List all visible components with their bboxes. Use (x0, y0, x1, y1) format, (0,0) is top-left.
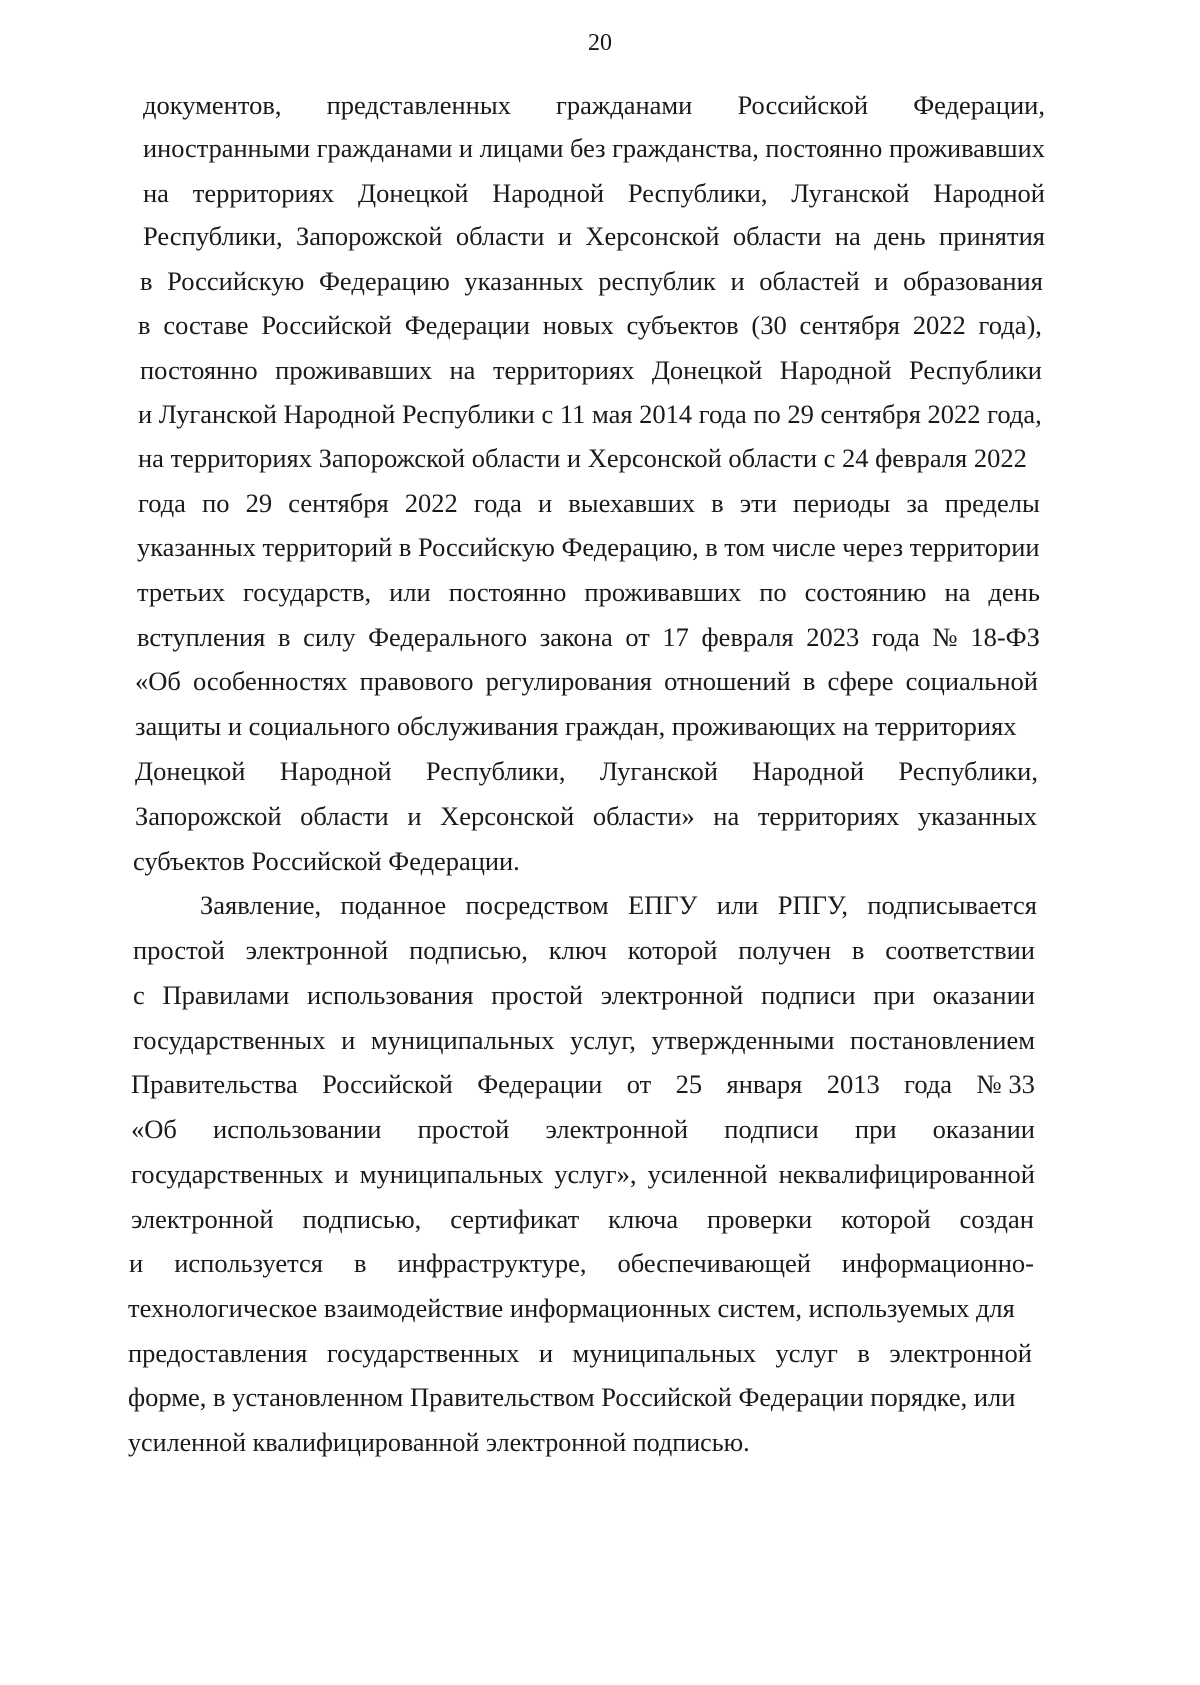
word: 17 (662, 622, 689, 652)
word: сертификат (450, 1204, 580, 1234)
word: на (143, 178, 169, 208)
text-line (138, 308, 1042, 342)
text-line (131, 1157, 1035, 1191)
word: отношений (664, 666, 791, 696)
text-line (133, 1023, 1035, 1057)
word: услуг», (554, 1159, 637, 1189)
word: области (300, 801, 389, 831)
word: 2023 (806, 622, 860, 652)
word: или (389, 577, 431, 607)
word: субъектов (626, 310, 739, 340)
word: при (873, 980, 915, 1010)
word: усиленной (647, 1159, 768, 1189)
word: и (557, 221, 572, 251)
word: в (802, 666, 816, 696)
word: территориях (192, 178, 335, 208)
word: по (202, 488, 230, 518)
word: использования (307, 980, 474, 1010)
word: сфере (827, 666, 894, 696)
word: от (625, 622, 650, 652)
word: Республики, (425, 756, 566, 786)
word: представленных (326, 90, 511, 120)
word: муниципальных (370, 1025, 555, 1055)
word: проверки (707, 1204, 813, 1234)
word: оказании (932, 1114, 1035, 1144)
word: от (626, 1069, 652, 1099)
text-line (135, 754, 1038, 788)
text-line: форме, в установленном Правительством Российской Федерации порядке, или (128, 1382, 1016, 1412)
word: 2022 (912, 310, 966, 340)
word: выехавших (568, 488, 696, 518)
text-line: на территориях Запорожской области и Херсонской области с 24 февраля 2022 (138, 443, 1027, 473)
word: в (138, 310, 151, 340)
page-number: 20 (588, 30, 612, 56)
word: подписью, (302, 1204, 422, 1234)
word: и (730, 266, 745, 296)
word: Республики, (627, 178, 768, 208)
word: февраля (701, 622, 794, 652)
word: электронной (245, 935, 389, 965)
word: поданное (340, 890, 447, 920)
text-line (131, 1112, 1035, 1146)
word: Федерации, (913, 90, 1045, 120)
text-line (143, 176, 1045, 210)
word: социальной (905, 666, 1038, 696)
word: 18-ФЗ (970, 622, 1040, 652)
word: РПГУ, (777, 890, 848, 920)
text-line (137, 620, 1040, 654)
word: предоставления (128, 1338, 308, 1368)
word: электронной (131, 1204, 274, 1234)
word: и (538, 1338, 554, 1368)
word: и (341, 1025, 356, 1055)
word: документов, (143, 90, 282, 120)
word: Российской (261, 310, 392, 340)
word: которой (841, 1204, 931, 1234)
word: день (988, 577, 1040, 607)
text-line (143, 219, 1045, 253)
word: Федерации (477, 1069, 603, 1099)
word: указанных (917, 801, 1037, 831)
text-line (128, 1336, 1032, 1370)
word: создан (959, 1204, 1034, 1234)
word: использовании (213, 1114, 382, 1144)
word: подписывается (867, 890, 1037, 920)
word: силу (303, 622, 356, 652)
word: года (871, 622, 920, 652)
word: особенностях (193, 666, 348, 696)
word: используется (174, 1248, 323, 1278)
word: ключ (548, 935, 607, 965)
text-line (133, 978, 1035, 1012)
word: Донецкой (135, 756, 246, 786)
text-line (143, 88, 1045, 122)
word: постоянно (448, 577, 567, 607)
text-line: указанных территорий в Российскую Федерацию, в том числе через территории (137, 532, 1040, 562)
word: Донецкой (651, 355, 763, 385)
word: соответствии (885, 935, 1035, 965)
word: Заявление, (200, 890, 322, 920)
word: государственных (131, 1159, 324, 1189)
word: 2022 (404, 488, 458, 518)
word: области» (592, 801, 695, 831)
word: в (277, 622, 291, 652)
word: года (473, 488, 522, 518)
word: Народной (779, 355, 892, 385)
word: услуг (775, 1338, 838, 1368)
word: на (449, 355, 476, 385)
word: на (834, 221, 861, 251)
word: вступления (137, 622, 266, 652)
word: или (716, 890, 759, 920)
word: января (726, 1069, 803, 1099)
word: инфраструктуре, (397, 1248, 587, 1278)
text-line (137, 575, 1040, 609)
word: Народной (752, 756, 865, 786)
word: указанных (464, 266, 584, 296)
word: услуг, (569, 1025, 636, 1055)
word: подписи (761, 980, 856, 1010)
word: на (944, 577, 971, 607)
word: при (854, 1114, 897, 1144)
word: на (713, 801, 740, 831)
word: года), (978, 310, 1042, 340)
word: информационно- (841, 1248, 1034, 1278)
word: «Об (131, 1114, 177, 1144)
word: республик (598, 266, 716, 296)
text-line (140, 264, 1043, 298)
word: 25 (675, 1069, 703, 1099)
word: государств, (243, 577, 372, 607)
word: Федерацию (318, 266, 450, 296)
word: в (353, 1248, 367, 1278)
word: неквалифицированной (778, 1159, 1035, 1189)
word: государственных (133, 1025, 326, 1055)
text-line (133, 933, 1035, 967)
text-line (135, 664, 1038, 698)
text-line: защиты и социального обслуживания граждан, проживающих на территориях (135, 711, 1017, 741)
word: Донецкой (358, 178, 469, 208)
word: ключа (608, 1204, 679, 1234)
word: Российской (322, 1069, 453, 1099)
word: электронной (545, 1114, 689, 1144)
word: проживавших (275, 355, 432, 385)
word: гражданами (556, 90, 693, 120)
word: простой (133, 935, 225, 965)
text-line (131, 1202, 1034, 1236)
word: состоянию (804, 577, 927, 607)
word: периоды (793, 488, 891, 518)
word: Народной (279, 756, 392, 786)
word: Республики (909, 355, 1042, 385)
word: в (140, 266, 153, 296)
word: простой (491, 980, 583, 1010)
word: № (932, 622, 958, 652)
text-line (140, 353, 1042, 387)
word: Херсонской (585, 221, 720, 251)
text-line: усиленной квалифицированной электронной подписью. (128, 1427, 750, 1457)
word: постоянно (140, 355, 258, 385)
word: в (851, 935, 865, 965)
word: 29 (245, 488, 273, 518)
word: Запорожской (295, 221, 443, 251)
word: муниципальных (572, 1338, 756, 1368)
word: и (537, 488, 553, 518)
word: по (759, 577, 787, 607)
word: новых (542, 310, 614, 340)
word: составе (163, 310, 249, 340)
word: эти (739, 488, 777, 518)
word: Республики, (898, 756, 1038, 786)
word: и (874, 266, 889, 296)
word: «Об (135, 666, 181, 696)
word: Российской (737, 90, 869, 120)
text-line (138, 486, 1040, 520)
word: утвержденными (651, 1025, 835, 1055)
word: которой (627, 935, 718, 965)
word: территориях (757, 801, 900, 831)
word: Народной (933, 178, 1045, 208)
word: Федерации (404, 310, 530, 340)
word: за (906, 488, 929, 518)
word: Правилами (162, 980, 290, 1010)
word: в (857, 1338, 870, 1368)
word: Луганской (599, 756, 718, 786)
word: электронной (889, 1338, 1032, 1368)
word: года (904, 1069, 953, 1099)
word: области (732, 221, 822, 251)
word: постановлением (850, 1025, 1035, 1055)
word: правового (359, 666, 474, 696)
text-line (135, 799, 1037, 833)
word: и (407, 801, 422, 831)
word: образования (903, 266, 1043, 296)
word: посредством (465, 890, 609, 920)
word: Республики, (143, 221, 283, 251)
word: Запорожской (135, 801, 282, 831)
word: Правительства (131, 1069, 298, 1099)
text-line: субъектов Российской Федерации. (133, 846, 520, 876)
word: электронной (600, 980, 744, 1010)
word: подписи (724, 1114, 819, 1144)
text-line (131, 1067, 1035, 1101)
word: сентября (288, 488, 389, 518)
word: третьих (137, 577, 226, 607)
word: государственных (326, 1338, 520, 1368)
word: Российскую (167, 266, 305, 296)
word: регулирования (485, 666, 652, 696)
word: сентября (799, 310, 900, 340)
word: ЕПГУ (628, 890, 698, 920)
text-line: иностранными гражданами и лицами без гражданства, постоянно проживавших (143, 133, 1045, 163)
word: года (138, 488, 186, 518)
word: Народной (492, 178, 605, 208)
word: пределы (944, 488, 1040, 518)
word: проживавших (584, 577, 742, 607)
word: закона (539, 622, 613, 652)
word: областей (759, 266, 860, 296)
word: Федерального (368, 622, 528, 652)
word: и (334, 1159, 349, 1189)
word: (30 (751, 310, 787, 340)
word: Херсонской (440, 801, 575, 831)
word: подписью, (409, 935, 528, 965)
word: получен (738, 935, 832, 965)
word: территориях (492, 355, 635, 385)
text-line (129, 1246, 1034, 1280)
word: № 33 (976, 1069, 1035, 1099)
word: Луганской (791, 178, 910, 208)
text-line: и Луганской Народной Республики с 11 мая 2014 года по 29 сентября 2022 года, (138, 399, 1042, 429)
word: области (455, 221, 545, 251)
word: муниципальных (359, 1159, 544, 1189)
word: в (711, 488, 724, 518)
word: с (133, 980, 145, 1010)
word: обеспечивающей (617, 1248, 811, 1278)
word: простой (417, 1114, 510, 1144)
word: и (129, 1248, 144, 1278)
text-line: технологическое взаимодействие информационных систем, используемых для (128, 1293, 1015, 1323)
text-line (200, 888, 1037, 922)
word: оказании (932, 980, 1035, 1010)
word: день (874, 221, 926, 251)
word: принятия (939, 221, 1045, 251)
word: 2013 (826, 1069, 880, 1099)
